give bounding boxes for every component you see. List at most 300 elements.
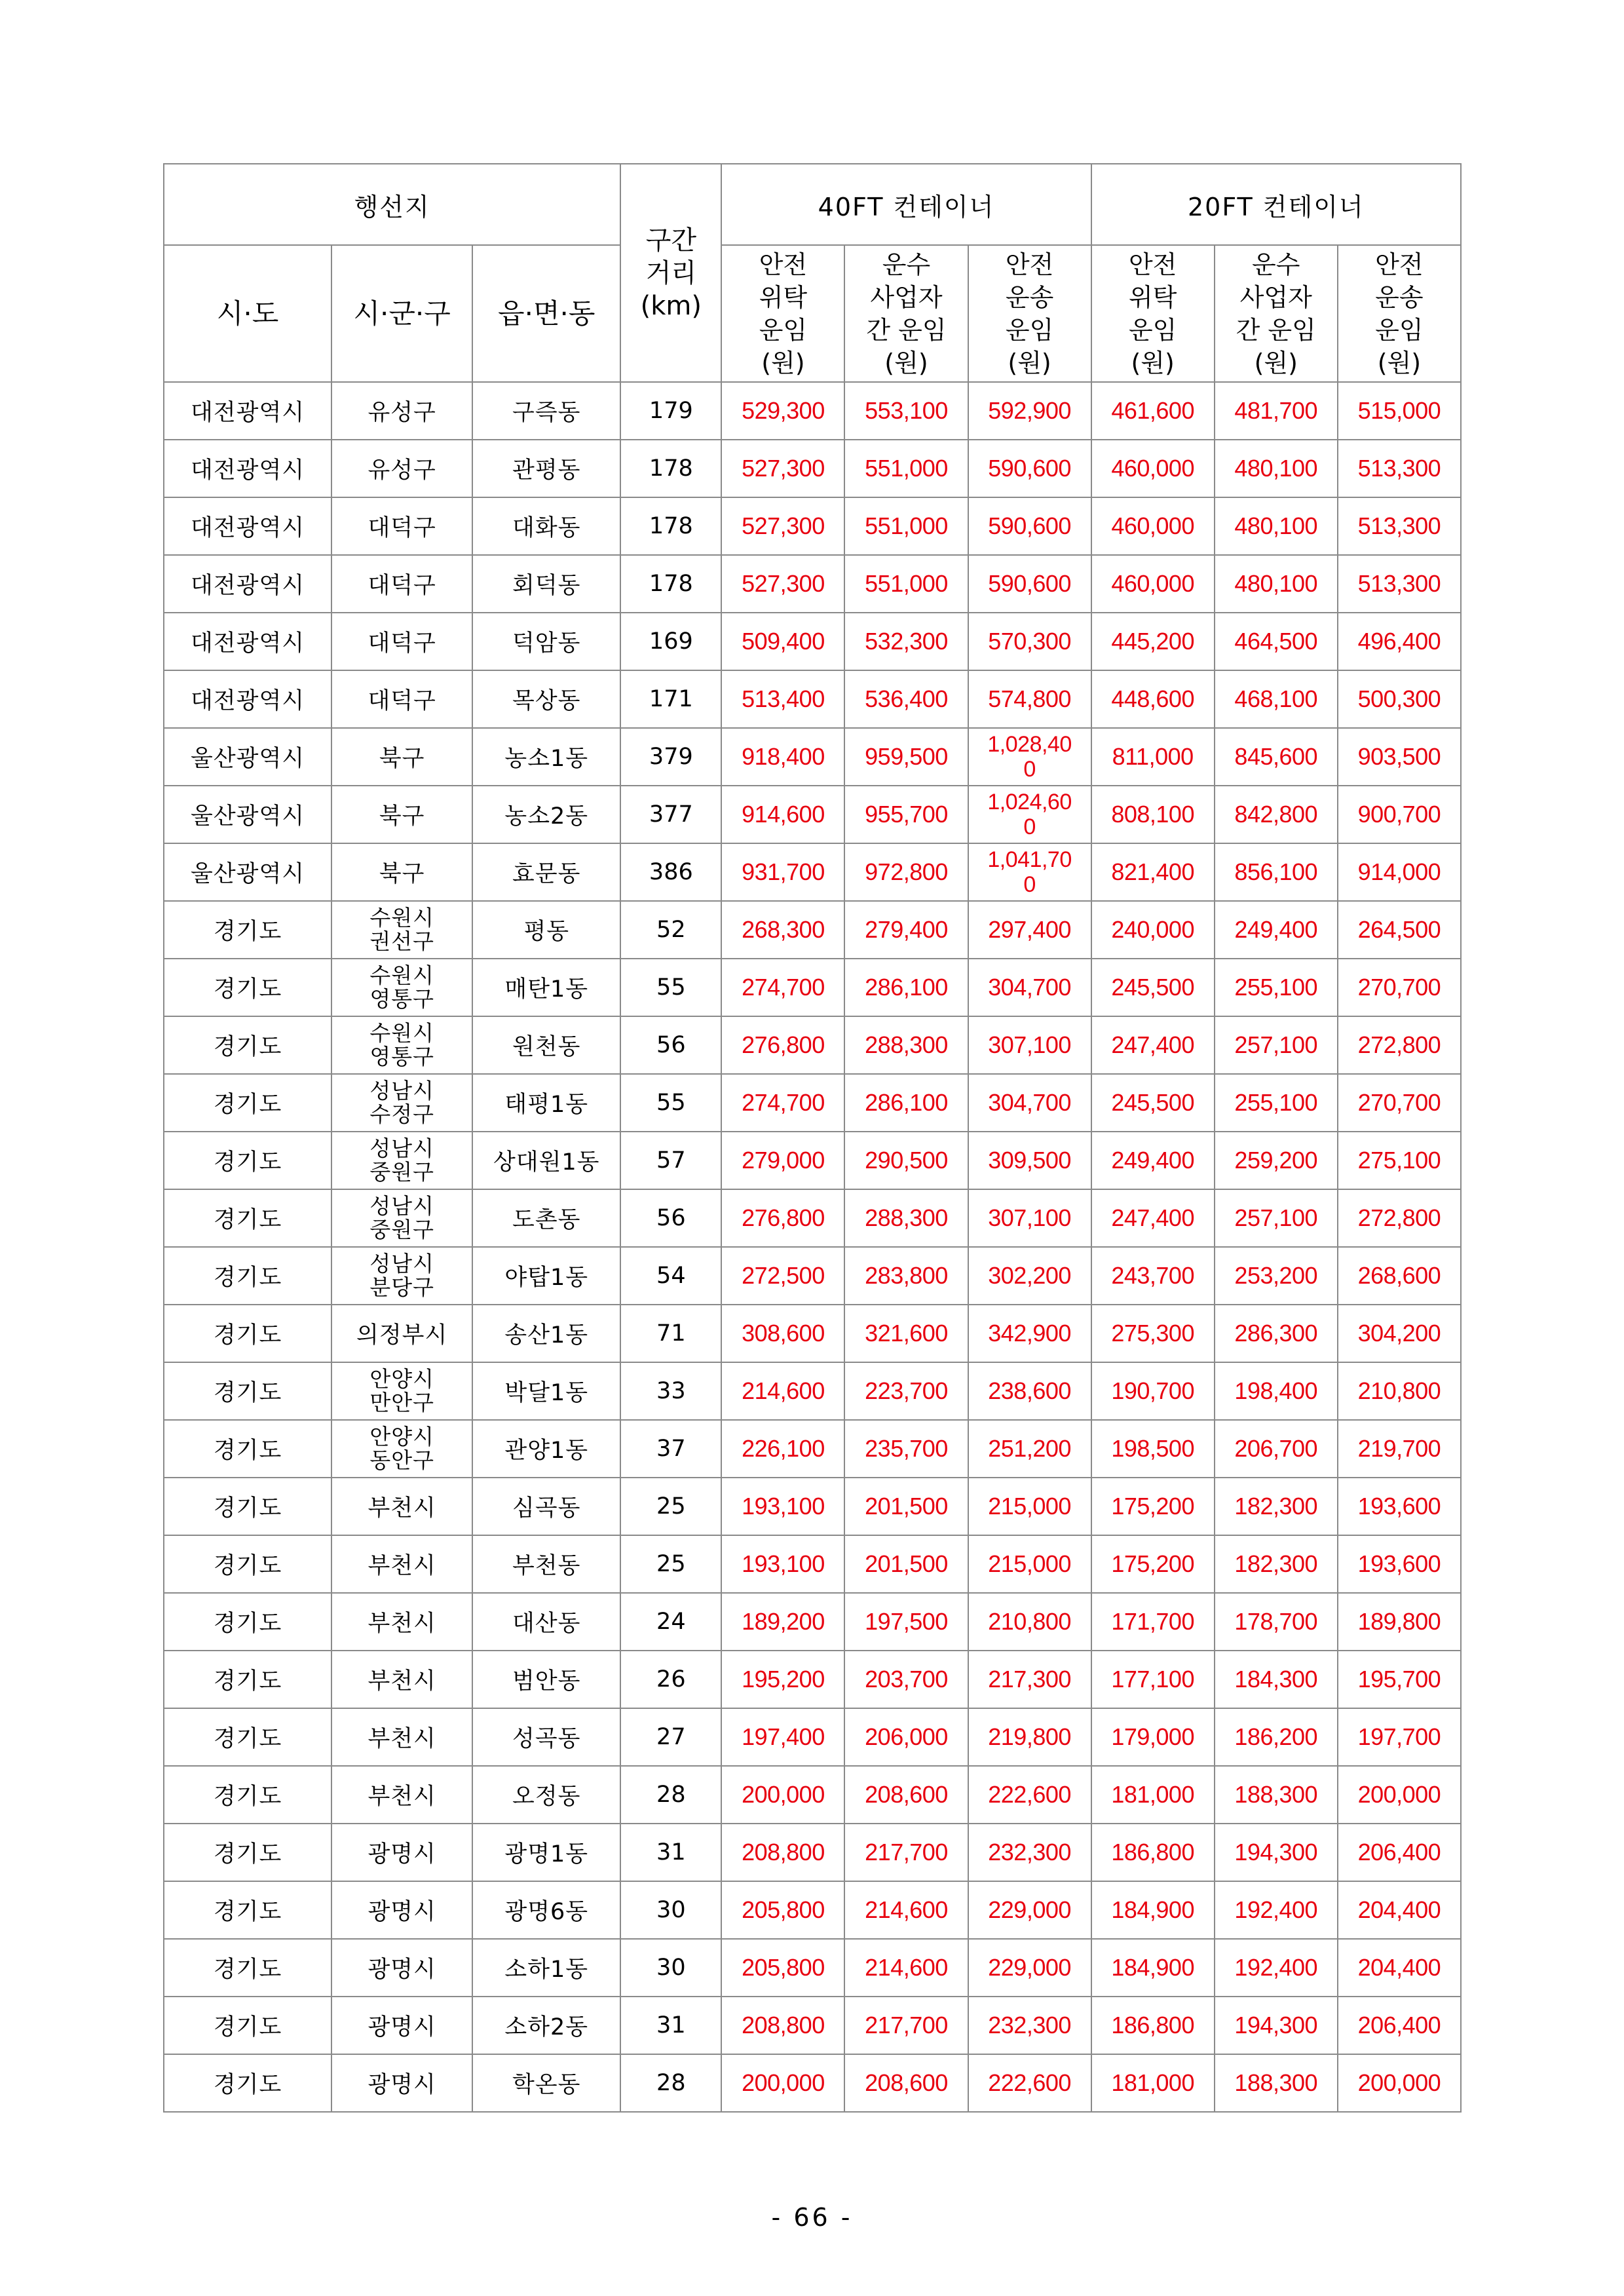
rate-20-safe-transport-cell: 268,600 bbox=[1338, 1247, 1461, 1305]
rate-40-inter-carrier-cell: 201,500 bbox=[844, 1535, 968, 1593]
rate-20-inter-carrier-cell: 480,100 bbox=[1215, 555, 1338, 613]
table-row bbox=[164, 1997, 1461, 2054]
rate-40-safe-consign-cell: 195,200 bbox=[721, 1651, 844, 1708]
rate-20-safe-transport-cell: 200,000 bbox=[1338, 2054, 1461, 2112]
rate-20-safe-transport-cell: 200,000 bbox=[1338, 1766, 1461, 1824]
distance-cell: 379 bbox=[620, 728, 721, 786]
sigungu-cell: 안양시 동안구 bbox=[331, 1420, 472, 1478]
rate-20-safe-transport-cell: 193,600 bbox=[1338, 1535, 1461, 1593]
rate-20-inter-carrier-cell: 206,700 bbox=[1215, 1420, 1338, 1478]
rate-20-safe-transport-cell: 513,300 bbox=[1338, 555, 1461, 613]
table-row bbox=[164, 1189, 1461, 1247]
rate-40-safe-transport-cell: 229,000 bbox=[968, 1939, 1091, 1997]
distance-cell: 31 bbox=[620, 1824, 721, 1881]
sigungu-cell: 수원시 권선구 bbox=[331, 901, 472, 959]
sido-cell: 울산광역시 bbox=[164, 786, 331, 843]
rate-40-inter-carrier-cell: 203,700 bbox=[844, 1651, 968, 1708]
rate-20-safe-consign-cell: 186,800 bbox=[1091, 1824, 1215, 1881]
rate-40-inter-carrier-cell: 208,600 bbox=[844, 1766, 968, 1824]
rate-40-safe-transport-cell: 1,028,40 0 bbox=[968, 728, 1091, 786]
rate-20-safe-transport-cell: 195,700 bbox=[1338, 1651, 1461, 1708]
distance-cell: 25 bbox=[620, 1535, 721, 1593]
rate-40-safe-transport-cell: 590,600 bbox=[968, 440, 1091, 497]
distance-cell: 169 bbox=[620, 613, 721, 670]
sigungu-cell: 부천시 bbox=[331, 1478, 472, 1535]
distance-cell: 178 bbox=[620, 555, 721, 613]
sigungu-cell: 대덕구 bbox=[331, 555, 472, 613]
sigungu-cell: 성남시 중원구 bbox=[331, 1132, 472, 1189]
rate-40-safe-transport-cell: 570,300 bbox=[968, 613, 1091, 670]
table-row bbox=[164, 1074, 1461, 1132]
rate-40-inter-carrier-cell: 972,800 bbox=[844, 843, 968, 901]
rate-20-safe-consign-cell: 808,100 bbox=[1091, 786, 1215, 843]
distance-cell: 55 bbox=[620, 1074, 721, 1132]
sido-cell: 경기도 bbox=[164, 959, 331, 1016]
sido-cell: 경기도 bbox=[164, 1132, 331, 1189]
sido-cell: 경기도 bbox=[164, 1766, 331, 1824]
rate-40-safe-consign-cell: 529,300 bbox=[721, 382, 844, 440]
rate-20-safe-transport-cell: 272,800 bbox=[1338, 1016, 1461, 1074]
rate-20-inter-carrier-cell: 480,100 bbox=[1215, 497, 1338, 555]
rate-40-safe-consign-cell: 527,300 bbox=[721, 440, 844, 497]
sigungu-cell: 수원시 영통구 bbox=[331, 959, 472, 1016]
sigungu-cell: 광명시 bbox=[331, 1997, 472, 2054]
rate-20-safe-consign-cell: 177,100 bbox=[1091, 1651, 1215, 1708]
eupmyeondong-cell: 심곡동 bbox=[472, 1478, 620, 1535]
sigungu-cell: 안양시 만안구 bbox=[331, 1362, 472, 1420]
rate-20-safe-transport-cell: 204,400 bbox=[1338, 1881, 1461, 1939]
rate-40-inter-carrier-cell: 551,000 bbox=[844, 555, 968, 613]
rate-40-safe-transport-cell: 307,100 bbox=[968, 1016, 1091, 1074]
sido-cell: 대전광역시 bbox=[164, 497, 331, 555]
rate-40-safe-transport-cell: 251,200 bbox=[968, 1420, 1091, 1478]
rate-20-safe-consign-cell: 243,700 bbox=[1091, 1247, 1215, 1305]
distance-cell: 31 bbox=[620, 1997, 721, 2054]
eupmyeondong-cell: 대화동 bbox=[472, 497, 620, 555]
rate-20-inter-carrier-cell: 255,100 bbox=[1215, 1074, 1338, 1132]
rate-40-safe-consign-cell: 509,400 bbox=[721, 613, 844, 670]
rate-40-safe-transport-cell: 592,900 bbox=[968, 382, 1091, 440]
rate-40-inter-carrier-cell: 286,100 bbox=[844, 959, 968, 1016]
sido-cell: 대전광역시 bbox=[164, 613, 331, 670]
rate-20-inter-carrier-cell: 253,200 bbox=[1215, 1247, 1338, 1305]
eupmyeondong-cell: 부천동 bbox=[472, 1535, 620, 1593]
sigungu-cell: 대덕구 bbox=[331, 613, 472, 670]
sido-cell: 경기도 bbox=[164, 1420, 331, 1478]
rate-40-safe-consign-cell: 272,500 bbox=[721, 1247, 844, 1305]
table-row bbox=[164, 1766, 1461, 1824]
eupmyeondong-cell: 소하2동 bbox=[472, 1997, 620, 2054]
rate-header-20-inter-carrier: 운수 사업자 간 운임 (원) bbox=[1215, 245, 1338, 382]
sido-cell: 울산광역시 bbox=[164, 728, 331, 786]
table-body bbox=[164, 382, 1461, 2112]
eupmyeondong-cell: 박달1동 bbox=[472, 1362, 620, 1420]
rate-40-safe-consign-cell: 918,400 bbox=[721, 728, 844, 786]
rate-40-safe-consign-cell: 214,600 bbox=[721, 1362, 844, 1420]
eupmyeondong-cell: 매탄1동 bbox=[472, 959, 620, 1016]
sigungu-cell: 부천시 bbox=[331, 1651, 472, 1708]
rate-40-safe-transport-cell: 229,000 bbox=[968, 1881, 1091, 1939]
rate-40-inter-carrier-cell: 214,600 bbox=[844, 1881, 968, 1939]
sigungu-cell: 유성구 bbox=[331, 440, 472, 497]
table-row bbox=[164, 382, 1461, 440]
rate-20-safe-transport-cell: 189,800 bbox=[1338, 1593, 1461, 1651]
destination-header: 행선지 bbox=[164, 164, 620, 245]
rate-40-safe-consign-cell: 193,100 bbox=[721, 1535, 844, 1593]
eupmyeondong-cell: 태평1동 bbox=[472, 1074, 620, 1132]
sido-cell: 경기도 bbox=[164, 1939, 331, 1997]
rate-20-inter-carrier-cell: 255,100 bbox=[1215, 959, 1338, 1016]
container-20ft-header: 20FT 컨테이너 bbox=[1091, 164, 1461, 245]
rate-header-20-safe-consign: 안전 위탁 운임 (원) bbox=[1091, 245, 1215, 382]
eupmyeondong-cell: 오정동 bbox=[472, 1766, 620, 1824]
rate-40-inter-carrier-cell: 235,700 bbox=[844, 1420, 968, 1478]
rate-40-safe-consign-cell: 205,800 bbox=[721, 1939, 844, 1997]
table-row bbox=[164, 901, 1461, 959]
sido-cell: 경기도 bbox=[164, 2054, 331, 2112]
distance-cell: 179 bbox=[620, 382, 721, 440]
rate-20-safe-consign-cell: 171,700 bbox=[1091, 1593, 1215, 1651]
rate-20-safe-transport-cell: 210,800 bbox=[1338, 1362, 1461, 1420]
rate-40-inter-carrier-cell: 217,700 bbox=[844, 1997, 968, 2054]
distance-cell: 386 bbox=[620, 843, 721, 901]
sigungu-cell: 북구 bbox=[331, 843, 472, 901]
eupmyeondong-cell: 평동 bbox=[472, 901, 620, 959]
rate-40-inter-carrier-cell: 279,400 bbox=[844, 901, 968, 959]
rate-20-inter-carrier-cell: 194,300 bbox=[1215, 1824, 1338, 1881]
rate-20-safe-consign-cell: 240,000 bbox=[1091, 901, 1215, 959]
rate-header-40-inter-carrier: 운수 사업자 간 운임 (원) bbox=[844, 245, 968, 382]
rate-40-safe-transport-cell: 309,500 bbox=[968, 1132, 1091, 1189]
eupmyeondong-cell: 범안동 bbox=[472, 1651, 620, 1708]
distance-cell: 178 bbox=[620, 497, 721, 555]
rate-20-inter-carrier-cell: 194,300 bbox=[1215, 1997, 1338, 2054]
rate-20-safe-consign-cell: 245,500 bbox=[1091, 1074, 1215, 1132]
sido-cell: 경기도 bbox=[164, 1247, 331, 1305]
sigungu-cell: 성남시 중원구 bbox=[331, 1189, 472, 1247]
rate-20-inter-carrier-cell: 257,100 bbox=[1215, 1189, 1338, 1247]
rate-40-safe-consign-cell: 193,100 bbox=[721, 1478, 844, 1535]
rate-20-inter-carrier-cell: 480,100 bbox=[1215, 440, 1338, 497]
eupmyeondong-cell: 농소1동 bbox=[472, 728, 620, 786]
rate-20-safe-consign-cell: 445,200 bbox=[1091, 613, 1215, 670]
sido-cell: 대전광역시 bbox=[164, 382, 331, 440]
rate-20-safe-consign-cell: 821,400 bbox=[1091, 843, 1215, 901]
rate-20-safe-transport-cell: 496,400 bbox=[1338, 613, 1461, 670]
rate-40-safe-transport-cell: 574,800 bbox=[968, 670, 1091, 728]
distance-cell: 56 bbox=[620, 1189, 721, 1247]
rate-20-safe-consign-cell: 247,400 bbox=[1091, 1016, 1215, 1074]
rate-40-safe-transport-cell: 1,041,70 0 bbox=[968, 843, 1091, 901]
rate-40-safe-transport-cell: 215,000 bbox=[968, 1478, 1091, 1535]
sido-cell: 경기도 bbox=[164, 1881, 331, 1939]
rate-20-inter-carrier-cell: 856,100 bbox=[1215, 843, 1338, 901]
distance-cell: 26 bbox=[620, 1651, 721, 1708]
sido-cell: 대전광역시 bbox=[164, 555, 331, 613]
distance-cell: 55 bbox=[620, 959, 721, 1016]
rate-40-inter-carrier-cell: 955,700 bbox=[844, 786, 968, 843]
rate-20-inter-carrier-cell: 198,400 bbox=[1215, 1362, 1338, 1420]
eupmyeondong-cell: 목상동 bbox=[472, 670, 620, 728]
rate-40-inter-carrier-cell: 532,300 bbox=[844, 613, 968, 670]
table-row bbox=[164, 728, 1461, 786]
distance-cell: 52 bbox=[620, 901, 721, 959]
rate-40-safe-transport-cell: 222,600 bbox=[968, 2054, 1091, 2112]
rate-40-safe-transport-cell: 215,000 bbox=[968, 1535, 1091, 1593]
sigungu-cell: 광명시 bbox=[331, 1881, 472, 1939]
sigungu-cell: 부천시 bbox=[331, 1593, 472, 1651]
rate-40-inter-carrier-cell: 223,700 bbox=[844, 1362, 968, 1420]
rate-20-safe-consign-cell: 175,200 bbox=[1091, 1535, 1215, 1593]
sido-cell: 경기도 bbox=[164, 1535, 331, 1593]
table-row bbox=[164, 1593, 1461, 1651]
rate-20-safe-transport-cell: 206,400 bbox=[1338, 1997, 1461, 2054]
rate-header-40-safe-transport: 안전 운송 운임 (원) bbox=[968, 245, 1091, 382]
rate-40-safe-consign-cell: 200,000 bbox=[721, 2054, 844, 2112]
rate-40-safe-consign-cell: 200,000 bbox=[721, 1766, 844, 1824]
rate-20-inter-carrier-cell: 182,300 bbox=[1215, 1535, 1338, 1593]
rate-40-inter-carrier-cell: 288,300 bbox=[844, 1016, 968, 1074]
rate-20-safe-consign-cell: 181,000 bbox=[1091, 1766, 1215, 1824]
eupmyeondong-cell: 관양1동 bbox=[472, 1420, 620, 1478]
table-row bbox=[164, 670, 1461, 728]
sido-cell: 경기도 bbox=[164, 1189, 331, 1247]
sido-cell: 대전광역시 bbox=[164, 670, 331, 728]
sigungu-cell: 광명시 bbox=[331, 1824, 472, 1881]
table-row bbox=[164, 1535, 1461, 1593]
eupmyeondong-cell: 효문동 bbox=[472, 843, 620, 901]
rate-40-safe-transport-cell: 302,200 bbox=[968, 1247, 1091, 1305]
distance-cell: 71 bbox=[620, 1305, 721, 1362]
rate-40-safe-consign-cell: 279,000 bbox=[721, 1132, 844, 1189]
sido-cell: 경기도 bbox=[164, 1016, 331, 1074]
table-row bbox=[164, 1132, 1461, 1189]
rate-40-safe-transport-cell: 219,800 bbox=[968, 1708, 1091, 1766]
sigungu-cell: 의정부시 bbox=[331, 1305, 472, 1362]
table-row bbox=[164, 843, 1461, 901]
eupmyeondong-cell: 회덕동 bbox=[472, 555, 620, 613]
table-row bbox=[164, 1016, 1461, 1074]
rate-40-inter-carrier-cell: 217,700 bbox=[844, 1824, 968, 1881]
eupmyeondong-cell: 광명6동 bbox=[472, 1881, 620, 1939]
table-row bbox=[164, 1651, 1461, 1708]
rate-40-inter-carrier-cell: 553,100 bbox=[844, 382, 968, 440]
distance-cell: 57 bbox=[620, 1132, 721, 1189]
rate-40-safe-consign-cell: 513,400 bbox=[721, 670, 844, 728]
distance-cell: 27 bbox=[620, 1708, 721, 1766]
eupmyeondong-cell: 대산동 bbox=[472, 1593, 620, 1651]
rate-20-safe-transport-cell: 515,000 bbox=[1338, 382, 1461, 440]
table-row bbox=[164, 1881, 1461, 1939]
rate-20-safe-consign-cell: 249,400 bbox=[1091, 1132, 1215, 1189]
rate-40-safe-consign-cell: 197,400 bbox=[721, 1708, 844, 1766]
rate-40-safe-consign-cell: 208,800 bbox=[721, 1824, 844, 1881]
distance-cell: 171 bbox=[620, 670, 721, 728]
table-row bbox=[164, 1247, 1461, 1305]
rate-header-20-safe-transport: 안전 운송 운임 (원) bbox=[1338, 245, 1461, 382]
rate-40-safe-transport-cell: 217,300 bbox=[968, 1651, 1091, 1708]
rate-40-safe-transport-cell: 590,600 bbox=[968, 497, 1091, 555]
rate-20-inter-carrier-cell: 188,300 bbox=[1215, 1766, 1338, 1824]
rate-40-safe-transport-cell: 304,700 bbox=[968, 959, 1091, 1016]
table-row bbox=[164, 613, 1461, 670]
table-header bbox=[164, 164, 1461, 382]
rate-20-safe-transport-cell: 264,500 bbox=[1338, 901, 1461, 959]
eupmyeondong-cell: 구즉동 bbox=[472, 382, 620, 440]
rate-20-inter-carrier-cell: 192,400 bbox=[1215, 1939, 1338, 1997]
sido-cell: 경기도 bbox=[164, 1362, 331, 1420]
rate-20-safe-transport-cell: 275,100 bbox=[1338, 1132, 1461, 1189]
table-row bbox=[164, 786, 1461, 843]
rate-40-safe-consign-cell: 914,600 bbox=[721, 786, 844, 843]
eupmyeondong-cell: 성곡동 bbox=[472, 1708, 620, 1766]
sido-cell: 경기도 bbox=[164, 1478, 331, 1535]
rate-40-safe-transport-cell: 222,600 bbox=[968, 1766, 1091, 1824]
rate-40-safe-consign-cell: 189,200 bbox=[721, 1593, 844, 1651]
rate-20-inter-carrier-cell: 257,100 bbox=[1215, 1016, 1338, 1074]
rate-40-safe-consign-cell: 208,800 bbox=[721, 1997, 844, 2054]
distance-cell: 28 bbox=[620, 2054, 721, 2112]
rate-20-safe-consign-cell: 460,000 bbox=[1091, 440, 1215, 497]
table-row bbox=[164, 497, 1461, 555]
rate-40-inter-carrier-cell: 208,600 bbox=[844, 2054, 968, 2112]
rate-40-safe-consign-cell: 276,800 bbox=[721, 1189, 844, 1247]
rate-40-safe-transport-cell: 304,700 bbox=[968, 1074, 1091, 1132]
rate-40-safe-transport-cell: 590,600 bbox=[968, 555, 1091, 613]
rate-header-40-safe-consign: 안전 위탁 운임 (원) bbox=[721, 245, 844, 382]
rate-40-inter-carrier-cell: 551,000 bbox=[844, 497, 968, 555]
sido-cell: 경기도 bbox=[164, 1074, 331, 1132]
rate-20-inter-carrier-cell: 468,100 bbox=[1215, 670, 1338, 728]
distance-cell: 377 bbox=[620, 786, 721, 843]
table-row bbox=[164, 1824, 1461, 1881]
rate-20-inter-carrier-cell: 845,600 bbox=[1215, 728, 1338, 786]
eupmyeondong-cell: 관평동 bbox=[472, 440, 620, 497]
sigungu-cell: 대덕구 bbox=[331, 670, 472, 728]
sigungu-cell: 성남시 수정구 bbox=[331, 1074, 472, 1132]
distance-cell: 28 bbox=[620, 1766, 721, 1824]
rate-40-inter-carrier-cell: 214,600 bbox=[844, 1939, 968, 1997]
distance-cell: 30 bbox=[620, 1881, 721, 1939]
table-row bbox=[164, 1305, 1461, 1362]
rate-40-safe-consign-cell: 276,800 bbox=[721, 1016, 844, 1074]
rate-20-inter-carrier-cell: 249,400 bbox=[1215, 901, 1338, 959]
rate-20-safe-transport-cell: 270,700 bbox=[1338, 1074, 1461, 1132]
distance-cell: 56 bbox=[620, 1016, 721, 1074]
eupmyeondong-cell: 도촌동 bbox=[472, 1189, 620, 1247]
rate-20-safe-transport-cell: 206,400 bbox=[1338, 1824, 1461, 1881]
rate-40-inter-carrier-cell: 290,500 bbox=[844, 1132, 968, 1189]
rate-20-safe-consign-cell: 181,000 bbox=[1091, 2054, 1215, 2112]
distance-header: 구간 거리 (km) bbox=[620, 164, 721, 382]
rate-20-inter-carrier-cell: 184,300 bbox=[1215, 1651, 1338, 1708]
rate-40-safe-transport-cell: 232,300 bbox=[968, 1997, 1091, 2054]
rate-40-safe-transport-cell: 232,300 bbox=[968, 1824, 1091, 1881]
sido-cell: 경기도 bbox=[164, 1305, 331, 1362]
rate-40-safe-consign-cell: 268,300 bbox=[721, 901, 844, 959]
rate-40-inter-carrier-cell: 959,500 bbox=[844, 728, 968, 786]
table-row bbox=[164, 1362, 1461, 1420]
table-row bbox=[164, 1478, 1461, 1535]
rate-20-safe-transport-cell: 219,700 bbox=[1338, 1420, 1461, 1478]
rate-20-safe-transport-cell: 903,500 bbox=[1338, 728, 1461, 786]
rate-20-safe-consign-cell: 811,000 bbox=[1091, 728, 1215, 786]
eupmyeondong-cell: 농소2동 bbox=[472, 786, 620, 843]
sido-cell: 경기도 bbox=[164, 1593, 331, 1651]
rate-40-inter-carrier-cell: 286,100 bbox=[844, 1074, 968, 1132]
rate-40-safe-consign-cell: 527,300 bbox=[721, 555, 844, 613]
rate-40-safe-transport-cell: 238,600 bbox=[968, 1362, 1091, 1420]
sido-cell: 경기도 bbox=[164, 1708, 331, 1766]
rate-40-inter-carrier-cell: 551,000 bbox=[844, 440, 968, 497]
sigungu-cell: 대덕구 bbox=[331, 497, 472, 555]
rate-20-safe-transport-cell: 914,000 bbox=[1338, 843, 1461, 901]
rate-20-safe-consign-cell: 461,600 bbox=[1091, 382, 1215, 440]
rate-40-safe-consign-cell: 205,800 bbox=[721, 1881, 844, 1939]
eupmyeondong-header: 읍·면·동 bbox=[472, 245, 620, 382]
eupmyeondong-cell: 덕암동 bbox=[472, 613, 620, 670]
rate-20-safe-consign-cell: 245,500 bbox=[1091, 959, 1215, 1016]
rate-40-safe-transport-cell: 1,024,60 0 bbox=[968, 786, 1091, 843]
rate-20-safe-transport-cell: 500,300 bbox=[1338, 670, 1461, 728]
table-row bbox=[164, 959, 1461, 1016]
rate-40-inter-carrier-cell: 197,500 bbox=[844, 1593, 968, 1651]
rate-20-inter-carrier-cell: 286,300 bbox=[1215, 1305, 1338, 1362]
sigungu-cell: 부천시 bbox=[331, 1766, 472, 1824]
table-row bbox=[164, 1420, 1461, 1478]
sido-cell: 경기도 bbox=[164, 1651, 331, 1708]
eupmyeondong-cell: 원천동 bbox=[472, 1016, 620, 1074]
distance-cell: 178 bbox=[620, 440, 721, 497]
rate-20-safe-consign-cell: 184,900 bbox=[1091, 1881, 1215, 1939]
rate-20-safe-consign-cell: 184,900 bbox=[1091, 1939, 1215, 1997]
sigungu-header: 시·군·구 bbox=[331, 245, 472, 382]
sigungu-cell: 유성구 bbox=[331, 382, 472, 440]
distance-cell: 33 bbox=[620, 1362, 721, 1420]
sigungu-cell: 광명시 bbox=[331, 2054, 472, 2112]
table-row bbox=[164, 2054, 1461, 2112]
rate-40-inter-carrier-cell: 321,600 bbox=[844, 1305, 968, 1362]
rate-40-inter-carrier-cell: 201,500 bbox=[844, 1478, 968, 1535]
rate-20-safe-transport-cell: 270,700 bbox=[1338, 959, 1461, 1016]
distance-cell: 24 bbox=[620, 1593, 721, 1651]
eupmyeondong-cell: 학온동 bbox=[472, 2054, 620, 2112]
sigungu-cell: 북구 bbox=[331, 786, 472, 843]
sido-cell: 경기도 bbox=[164, 901, 331, 959]
sido-cell: 경기도 bbox=[164, 1997, 331, 2054]
rate-20-inter-carrier-cell: 186,200 bbox=[1215, 1708, 1338, 1766]
sigungu-cell: 부천시 bbox=[331, 1535, 472, 1593]
rate-20-safe-transport-cell: 272,800 bbox=[1338, 1189, 1461, 1247]
rate-20-safe-consign-cell: 460,000 bbox=[1091, 555, 1215, 613]
rate-20-safe-transport-cell: 513,300 bbox=[1338, 497, 1461, 555]
rate-40-safe-transport-cell: 297,400 bbox=[968, 901, 1091, 959]
rate-20-inter-carrier-cell: 178,700 bbox=[1215, 1593, 1338, 1651]
rate-20-safe-consign-cell: 190,700 bbox=[1091, 1362, 1215, 1420]
rate-20-safe-consign-cell: 460,000 bbox=[1091, 497, 1215, 555]
rate-40-safe-transport-cell: 210,800 bbox=[968, 1593, 1091, 1651]
distance-cell: 37 bbox=[620, 1420, 721, 1478]
rate-20-safe-transport-cell: 900,700 bbox=[1338, 786, 1461, 843]
distance-cell: 25 bbox=[620, 1478, 721, 1535]
eupmyeondong-cell: 송산1동 bbox=[472, 1305, 620, 1362]
rate-20-safe-consign-cell: 179,000 bbox=[1091, 1708, 1215, 1766]
eupmyeondong-cell: 야탑1동 bbox=[472, 1247, 620, 1305]
rate-40-safe-consign-cell: 527,300 bbox=[721, 497, 844, 555]
rate-40-safe-transport-cell: 342,900 bbox=[968, 1305, 1091, 1362]
rate-20-safe-transport-cell: 193,600 bbox=[1338, 1478, 1461, 1535]
rate-40-inter-carrier-cell: 288,300 bbox=[844, 1189, 968, 1247]
